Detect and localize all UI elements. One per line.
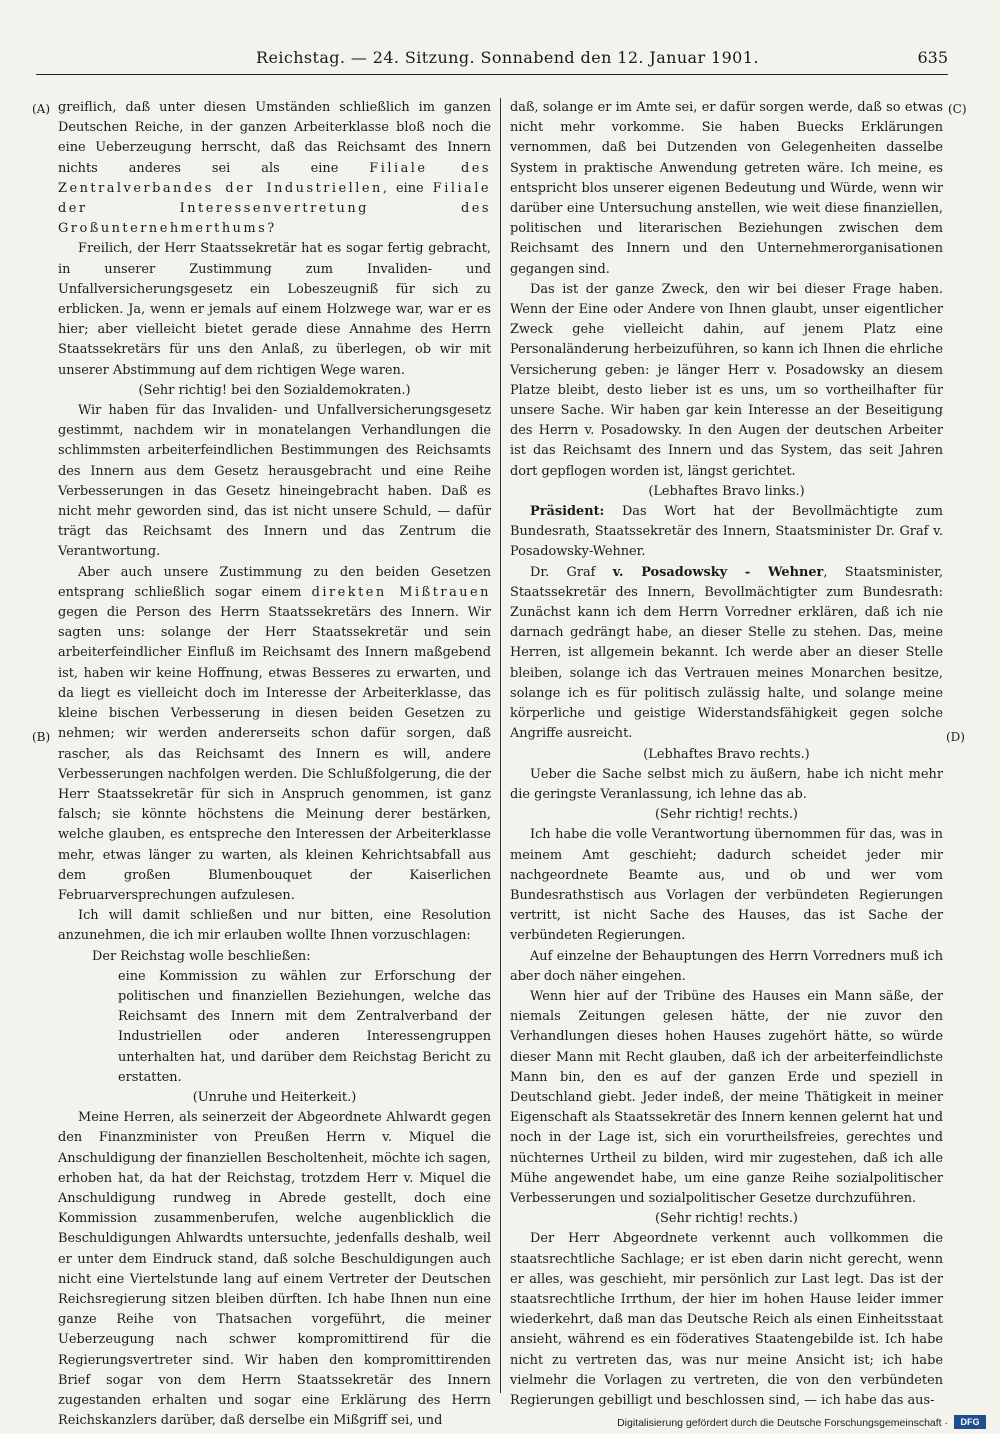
running-title: Reichstag. — 24. Sitzung. Sonnabend den 12. Januar 1901. [256,48,759,67]
page-number: 635 [917,48,948,67]
paragraph [510,502,943,563]
interjection: (Sehr richtig! rechts.) [655,807,798,823]
margin-marker-a: (A) [32,102,51,116]
spaced-emphasis: direkten Mißtrauen [311,584,491,600]
paragraph: Ich will damit schließen und nur bitten, eine Resolution anzunehmen, die ich mir erlauben wollte Ihnen vorzuschlagen: [58,908,491,944]
speaker-name: v. Posadowsky - Wehner [612,564,824,580]
paragraph: Freilich, der Herr Staatssekretär hat es sogar fertig gebracht, in unserer Zustimmung zum Invaliden- und Unfallversicherungsgesetz ein Lobeszeugniß für sich zu erblicken. Ja, wenn er jemals auf einem Holzwege war, war er es hier; aber vielleicht bietet gerade diese Annahme des Herrn Staatssekretärs für uns den Anlaß, zu überlegen, ob wir mit unserer Abstimmung auf dem richtigen Wege waren. [58,241,491,378]
paragraph: Ich habe die volle Verantwortung übernommen für das, was in meinem Amt geschieht; dadurch scheidet jeder mir nachgeordnete Beamte aus, und ob und wer vom Bundesrathstisch aus Vorlagen der verbündeten Regierungen vertritt, ist nicht Sache des Hauses, das ist Sache der verbündeten Regierungen. [510,827,943,944]
speaker-label: Präsident: [530,504,605,520]
text-run: , Staatsminister, Staatssekretär des Innern, Bevollmächtigter zum Bundesrath: Zunächst kann ich dem Herrn Vorredner erklären, daß ich nie darnach gedrängt habe, an dieser Stelle zu stehen. Das, meine Herren, ist allgemein bekannt. Ich werde aber an dieser Stelle bleiben, solange ich das Vertrauen meines Monarchen besitze, solange ich es für politisch zulässig halte, und solange meine körperliche und geistige Widerstandsfähigkeit gegen solche Angriffe ausreicht. [510,564,943,742]
paragraph: Wenn hier auf der Tribüne des Hauses ein Mann säße, der niemals Zeitungen gelesen hätte, der nie zuvor den Verhandlungen dieses hohen Hauses zugehört hätte, so würde dieser Mann mit Recht glauben, daß ich der arbeiterfeindlichste Mann bin, den es auf der ganzen Erde und speziell in Deutschland giebt. Jeder indeß, der meine Thätigkeit in meiner Eigenschaft als Staatssekretär des Innern kennen gelernt hat und noch in der Lage ist, sich ein vorurtheilsfreies, gerechtes und nüchternes Urtheil zu bilden, wird mir zugestehen, daß ich alle Mühe angewendet habe, um eine ganze Reihe sozialpolitischer Verbesserungen und sozialpolitischer Gesetze durchzuführen. [510,988,943,1206]
motion-text: eine Kommission zu wählen zur Erforschung der politischen und finanziellen Beziehungen, welche das Reichsamt des Innern mit dem Zentralverband der Industriellen oder anderen Interessengruppen unterhalten hat, und darüber dem Reichstag Bericht zu erstatten. [118,968,491,1085]
spaced-emphasis: Filiale des Zentralverbandes der Industriellen [58,160,492,196]
margin-marker-d: (D) [946,730,965,744]
motion-heading: Der Reichstag wolle beschließen: [92,948,311,964]
right-column [510,98,943,1408]
spaced-emphasis: Filiale der Interessenvertretung des Großunternehmerthums [58,180,491,237]
paragraph: Meine Herren, als seinerzeit der Abgeordnete Ahlwardt gegen den Finanzminister von Preußen Herrn v. Miquel die Anschuldigung der finanziellen Bescholtenheit, möchte ich sagen, erhoben hat, da hat der Reichstag, trotzdem Herr v. Miquel die Anschuldigung rundweg in Abrede gestellt, doch eine Kommission zusammenberufen, welche augenblicklich die Beschuldigungen Ahlwardts untersuchte, jedenfalls deshalb, weil er unter dem Eindruck stand, daß solche Beschuldigungen auch nicht eine Viertelstunde lang auf einem Vertreter der Deutschen Reichsregierung sitzen bleiben dürften. Ich habe Ihnen nun eine ganze Reihe von Thatsachen vorgeführt, die meiner Ueberzeugung nach schwer kompromittirend für die Regierungsvertreter sind. Wir haben den kompromittirenden Brief sogar von dem Herrn Staatssekretär des Innern zugestanden erhalten und sogar eine Erklärung des Herrn Reichskanzlers darüber, daß derselbe ein Mißgriff sei, und [58,1110,491,1429]
paragraph [510,563,943,745]
interjection: (Sehr richtig! bei den Sozialdemokraten.) [138,382,411,398]
text-run: gegen die Person des Herrn Staatssekretärs des Innern. Wir sagten uns: solange der Herr Staatssekretär und sein arbeiterfeindlicher Einfluß im Reichsamt des Innern maßgebend ist, haben wir keine Hoffnung, etwas Besseres zu erwarten, und da liegt es vielleicht doch im Interesse der Arbeiterklasse, das kleine bischen Verbesserung in diesen beiden Gesetzen zu nehmen; wir werden andererseits schon dafür sorgen, daß rascher, als das Reichsamt des Innern es will, andere Verbesserungen nachfolgen werden. Die Schlußfolgerung, die der Herr Staatssekretär für sich in Anspruch genommen, ist ganz falsch; sie könnte höchstens die Meinung derer bestärken, welche glauben, es entspreche den Interessen der Arbeiterklasse mehr, etwas länger zu warten, als kleinen Kehrichtsabfall aus dem großen Blumenbouquet der Kaiserlichen Februarversprechungen aufzulesen. [58,605,491,903]
text-run: Dr. Graf [530,564,613,580]
footer-credit: Digitalisierung gefördert durch die Deutsche Forschungsgemeinschaft · [617,1417,948,1429]
text-run: ? [267,221,275,237]
interjection: (Lebhaftes Bravo rechts.) [643,746,810,762]
interjection: (Lebhaftes Bravo links.) [648,483,805,499]
column-divider [500,98,501,1393]
text-run: greiflich, daß unter diesen Umständen schließlich im ganzen Deutschen Reiche, in der ganzen Arbeiterklasse bloß noch die eine Ueberzeugung herrscht, daß das Reichsamt des Innern nichts anderes sei als eine [58,100,491,176]
margin-marker-b: (B) [32,730,51,744]
interjection: (Unruhe und Heiterkeit.) [192,1089,357,1105]
page-header [36,44,948,70]
text-run: , eine [382,180,433,196]
margin-marker-c: (C) [948,102,967,116]
paragraph: Wir haben für das Invaliden- und Unfallversicherungsgesetz gestimmt, nachdem wir in monatelangen Verhandlungen die schlimmsten arbeiterfeindlichen Bestimmungen des Reichsamts des Innern aus dem Gesetz herausgebracht und eine Reihe Verbesserungen in das Gesetz hineingebracht haben. Daß es nicht mehr geworden sind, das ist nicht unsere Schuld, — dafür trägt das Reichsamt des Innern und das Zentrum die Verantwortung. [58,403,491,560]
text-run: Aber auch unsere Zustimmung zu den beiden Gesetzen entsprang schließlich sogar einem [58,564,491,600]
paragraph: daß, solange er im Amte sei, er dafür sorgen werde, daß so etwas nicht mehr vorkomme. Sie haben Buecks Erklärungen vernommen, daß bei Dutzenden von Gelegenheiten dasselbe System in praktische Anwendung getreten wäre. Ich meine, es entspricht blos unserer eigenen Bedeutung und Würde, wenn wir darüber eine Untersuchung anstellen, wie weit diese finanziellen, politischen und literarischen Beziehungen zwischen dem Reichsamt des Innern und den Unternehmerorganisationen gegangen sind. [510,100,943,277]
paragraph [58,563,491,906]
dfg-logo: DFG [954,1415,986,1429]
paragraph: Ueber die Sache selbst mich zu äußern, habe ich nicht mehr die geringste Veranlassung, ich lehne das ab. [510,766,943,802]
left-column [58,98,492,1429]
paragraph: Auf einzelne der Behauptungen des Herrn Vorredners muß ich aber doch näher eingehen. [510,948,943,984]
paragraph [58,98,491,239]
header-rule [36,74,948,75]
text-run: Das Wort hat der Bevollmächtigte zum Bundesrath, Staatssekretär des Innern, Staatsminister Dr. Graf v. Posadowsky-Wehner. [510,504,943,560]
paragraph: Der Herr Abgeordnete verkennt auch vollkommen die staatsrechtliche Sachlage; er ist eben darin nicht gerecht, wenn er alles, was geschieht, mir persönlich zur Last legt. Das ist der staatsrechtliche Irrthum, der hier im hohen Hause leider immer wiederkehrt, daß man das Deutsche Reich als einen Einheitsstaat ansieht, während es ein föderatives Staatengebilde ist. Ich habe nicht zu vertreten das, was nur meine Ansicht ist; ich habe vielmehr die Vorlagen zu vertreten, die von den verbündeten Regierungen gebilligt und beschlossen sind, — ich habe das aus- [510,1231,943,1408]
interjection: (Sehr richtig! rechts.) [655,1211,798,1227]
paragraph: Das ist der ganze Zweck, den wir bei dieser Frage haben. Wenn der Eine oder Andere von Ihnen glaubt, unser eigentlicher Zweck gehe vielleicht dahin, auf jenem Platz eine Personaländerung herbeizuführen, so kann ich Ihnen die ehrliche Versicherung geben: je länger Herr v. Posadowsky an diesem Platze bleibt, desto lieber ist es uns, um so vortheilhafter für unsere Sache. Wir haben gar kein Interesse an der Beseitigung des Herrn v. Posadowsky. In den Augen der deutschen Arbeiter ist das Reichsamt des Innern und das System, das seit Jahren dort gepflogen worden ist, längst gerichtet. [510,281,943,479]
